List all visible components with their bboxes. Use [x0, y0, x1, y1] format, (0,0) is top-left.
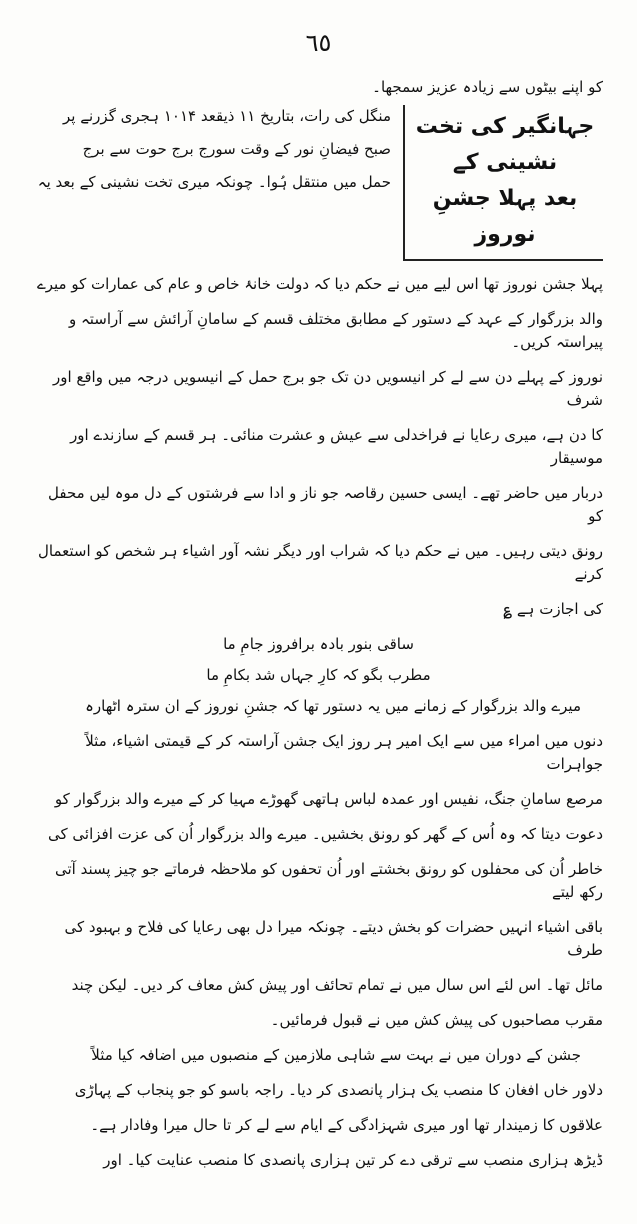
text-line: کا دن ہے، میری رعایا نے فراخدلی سے عیش و عشرت منائی۔ ہر قسم کے سازندے اور موسیقار [70, 426, 603, 467]
text-line: پہلا جشن نوروز تھا اس لیے میں نے حکم دیا کہ دولت خانۂ خاص و عام کی عمارات کو میرے [36, 275, 603, 293]
side-text [34, 105, 391, 204]
text-line: مقرب مصاحبوں کی پیش کش میں نے قبول فرمائیں۔ [270, 1011, 603, 1029]
text-line: ڈیڑھ ہزاری منصب سے ترقی دے کر تین ہزاری پانصدی کا منصب عنایت کیا۔ اور [103, 1151, 603, 1169]
text-line: نوروز کے پہلے دن سے لے کر انیسویں دن تک جو برج حمل کے انیسویں درجہ میں واقع اور شرف [52, 368, 603, 409]
text-line: میرے والد بزرگوار کے زمانے میں یہ دستور تھا کہ جشنِ نوروز کے ان سترہ اٹھارہ [85, 697, 581, 715]
verse-line: ساقی بنور بادہ برافروز جامِ ما [223, 635, 414, 653]
text-line: دربار میں حاضر تھے۔ ایسی حسین رقاصہ جو ناز و ادا سے فرشتوں کے دل موہ لیں محفل کو [48, 484, 603, 525]
text-line: باقی اشیاء انہیں حضرات کو بخش دیتے۔ چونکہ میرا دل بھی رعایا کی فلاح و بہبود کی طرف [64, 918, 603, 959]
heading-line: بعد پہلا جشنِ نوروز [432, 186, 578, 247]
text-line: جشن کے دوران میں نے بہت سے شاہی ملازمین کے منصبوں میں اضافہ کیا مثلاً [91, 1046, 581, 1064]
text-line: دعوت دیتا کہ وہ اُس کے گھر کو رونق بخشیں۔ میرے والد بزرگوار اُن کی عزت افزائی کی [48, 825, 603, 843]
text-line: خاطر اُن کی محفلوں کو رونق بخشتے اور اُن تحفوں کو ملاحظہ فرماتے جو چیز پسند آتی رکھ لیتے [54, 860, 603, 901]
heading-row [34, 105, 603, 261]
paragraph-1 [34, 273, 603, 621]
text-line: مائل تھا۔ اس لئے اس سال میں نے تمام تحائف اور پیش کش معاف کر دیں۔ لیکن چند [71, 976, 603, 994]
top-line: کو اپنے بیٹوں سے زیادہ عزیز سمجھا۔ [372, 78, 603, 96]
page-number: ٦٥ [305, 29, 332, 57]
persian-couplet [34, 633, 603, 687]
text-line: علاقوں کا زمیندار تھا اور میری شہزادگی کے ایام سے لے کر تا حال میرا وفادار ہے۔ [90, 1116, 603, 1134]
paragraph-2 [34, 695, 603, 1032]
side-line: منگل کی رات، بتاریخ ۱۱ ذیقعد ۱۰۱۴ ہجری گزرنے پر [63, 107, 391, 125]
text-line: کی اجازت ہے ؏ [503, 600, 603, 618]
text-line: دنوں میں امراء میں سے ایک امیر ہر روز ایک جشن آراستہ کر کے قیمتی اشیاء، مثلاً جواہرات [85, 732, 603, 773]
text-line: دلاور خاں افغان کا منصب یک ہزار پانصدی کر دیا۔ راجہ باسو کو جو پنجاب کے پہاڑی [74, 1081, 603, 1099]
verse-line: مطرب بگو کہ کارِ جہاں شد بکامِ ما [206, 666, 431, 684]
heading-line: جہانگیر کی تخت نشینی کے [415, 114, 595, 175]
text-line: رونق دیتی رہیں۔ میں نے حکم دیا کہ شراب اور دیگر نشہ آور اشیاء ہر شخص کو استعمال کرنے [37, 542, 603, 583]
text-line: مرصع سامانِ جنگ، نفیس اور عمدہ لباس ہاتھی گھوڑے مہیا کر کے میرے والد بزرگوار کو [54, 790, 603, 808]
chapter-heading [403, 105, 603, 261]
side-line: حمل میں منتقل ہُوا۔ چونکہ میری تخت نشینی کے بعد یہ [37, 173, 391, 191]
paragraph-3 [34, 1044, 603, 1172]
text-line: والد بزرگوار کے عہد کے دستور کے مطابق مختلف قسم کے سامانِ آرائش سے آراستہ و پیراستہ کریں۔ [68, 310, 603, 351]
side-line: صبح فیضانِ نور کے وقت سورج برج حوت سے برج [82, 140, 391, 158]
